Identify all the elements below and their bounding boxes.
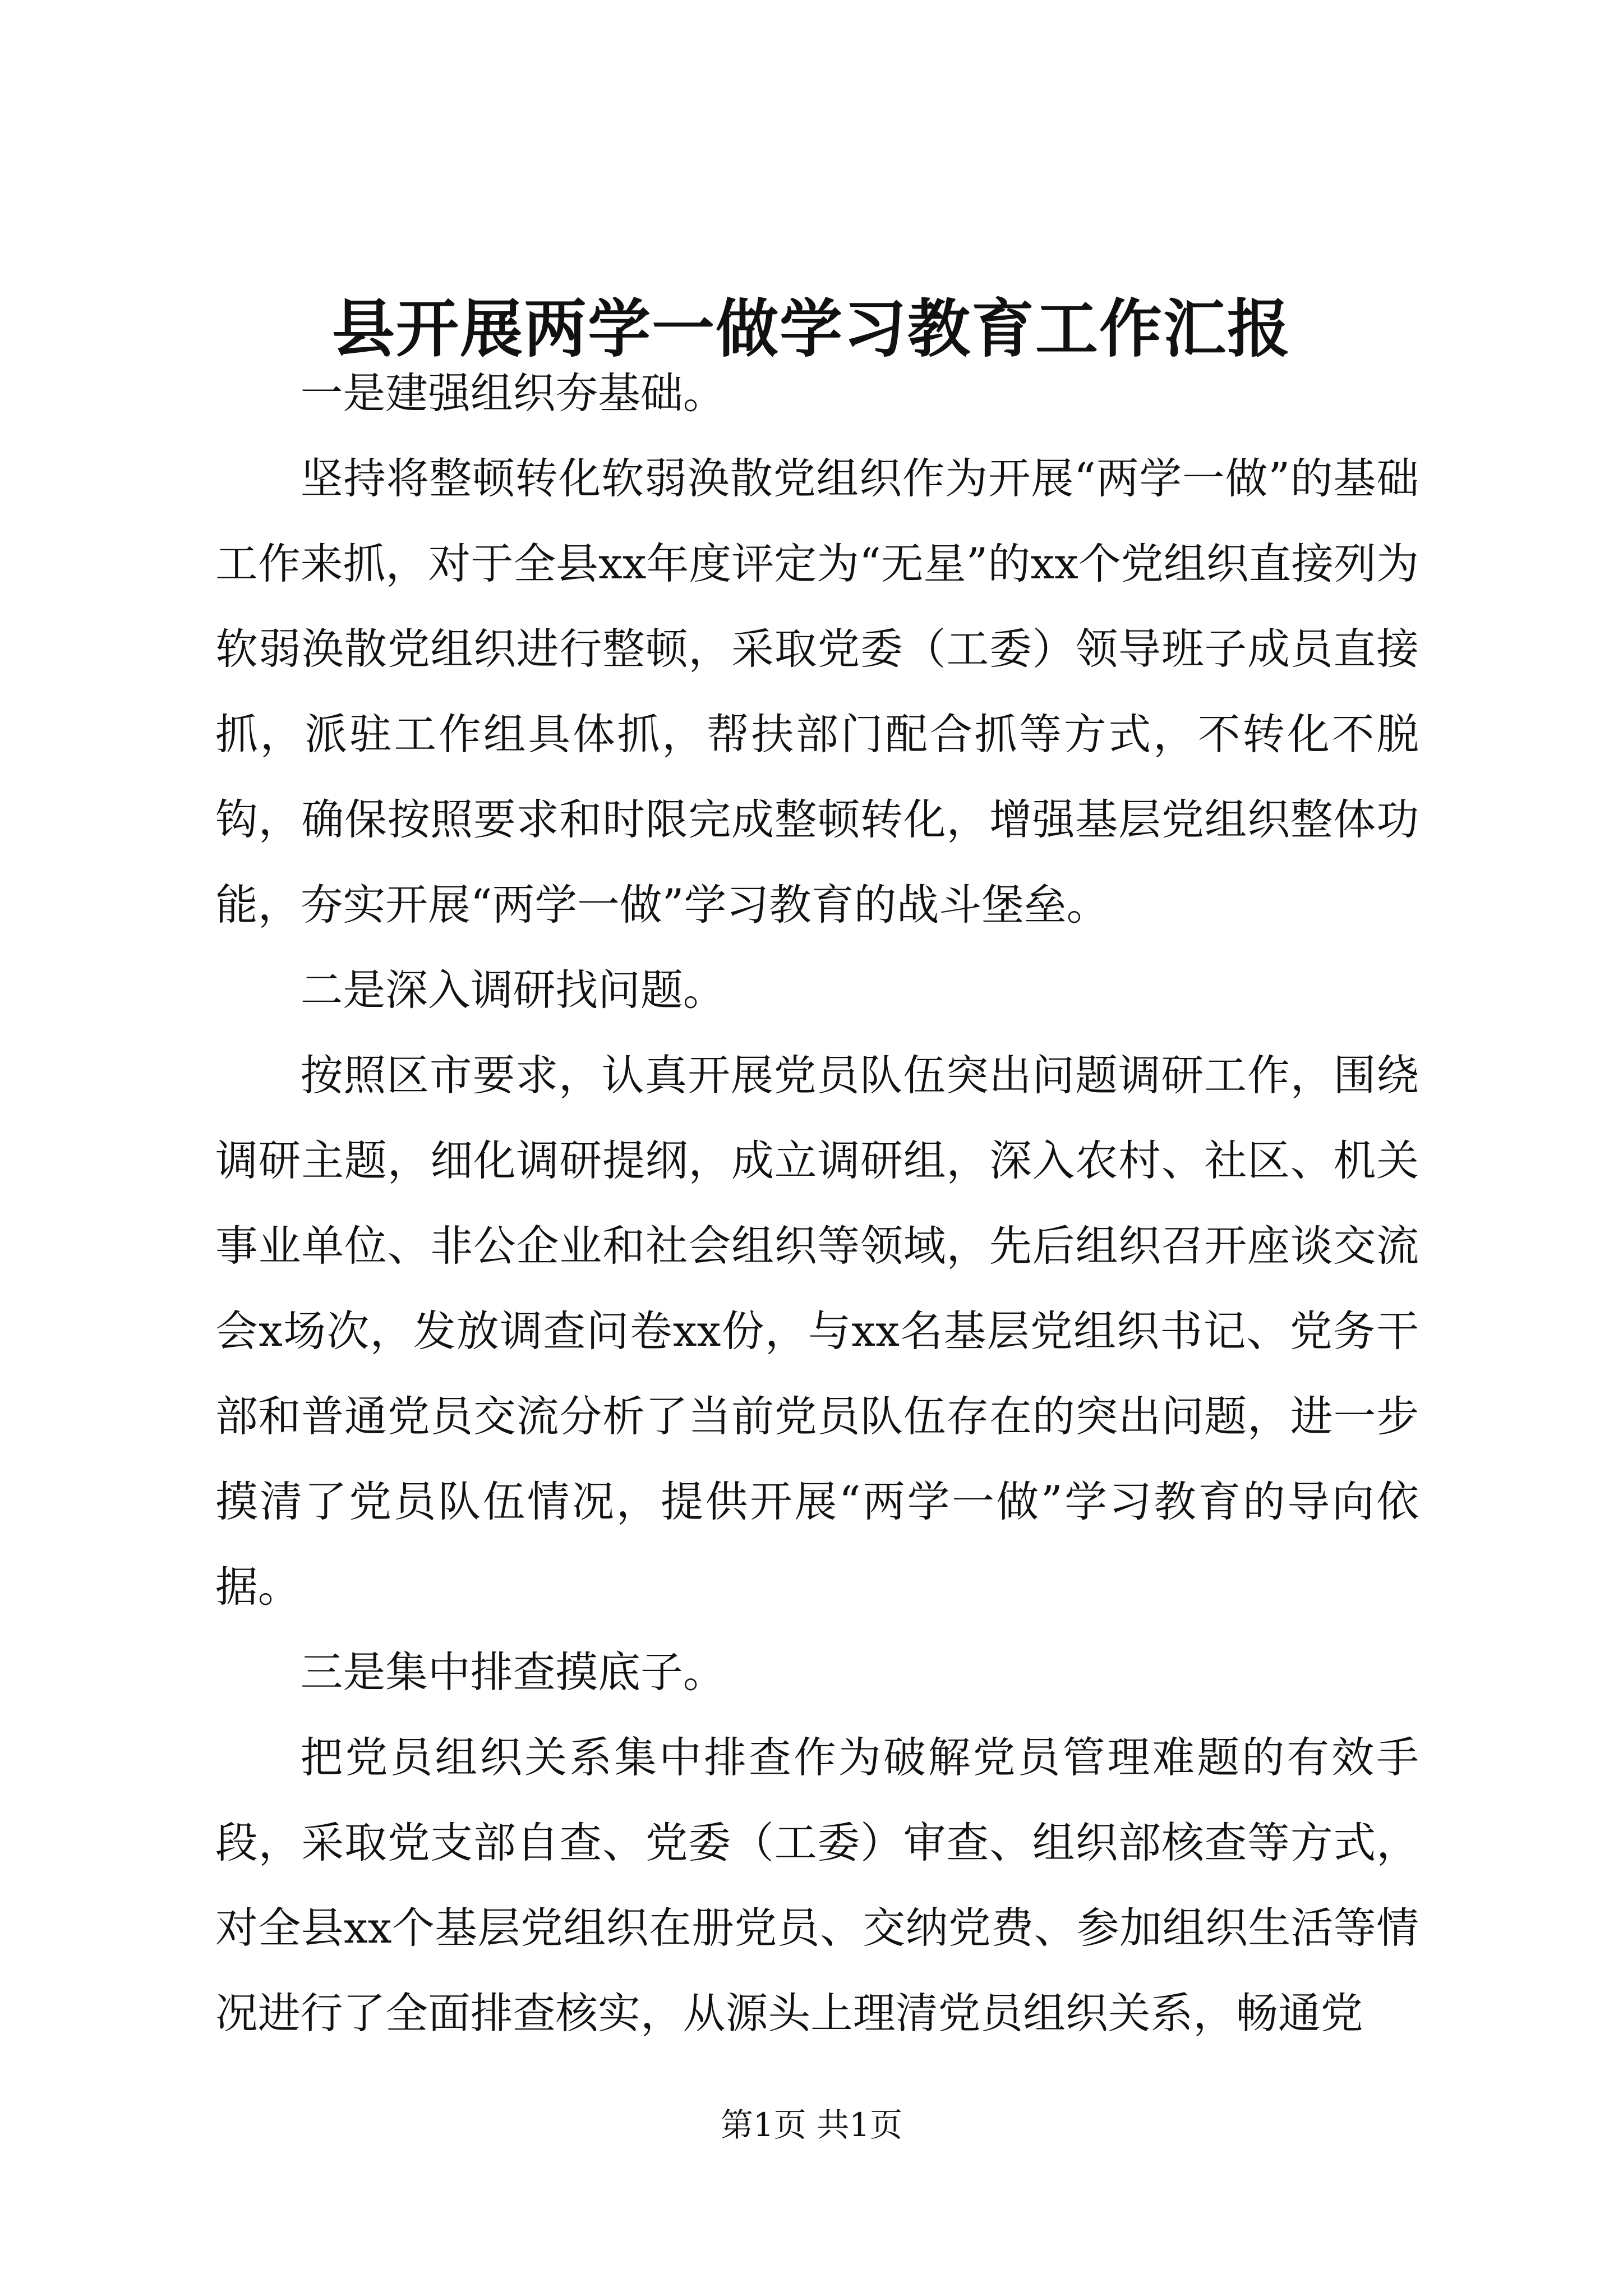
document-body bbox=[215, 351, 1419, 2056]
body-paragraph: 把党员组织关系集中排查作为破解党员管理难题的有效手段，采取党支部自查、党委（工委）审查、组织部核查等方式，对全县xx个基层党组织在册党员、交纳党费、参加组织生活等情况进行了全面排查核实，从源头上理清党员组织关系，畅通党 bbox=[215, 1733, 1419, 2038]
section-heading: 一是建强组织夯基础。 bbox=[300, 369, 726, 418]
document-title: 县开展两学一做学习教育工作汇报 bbox=[332, 292, 1291, 366]
body-paragraph: 坚持将整顿转化软弱涣散党组织作为开展“两学一做”的基础工作来抓，对于全县xx年度评定为“无星”的xx个党组织直接列为软弱涣散党组织进行整顿，采取党委（工委）领导班子成员直接抓，派驻工作组具体抓，帮扶部门配合抓等方式，不转化不脱钩，确保按照要求和时限完成整顿转化，增强基层党组织整体功能，夯实开展“两学一做”学习教育的战斗堡垒。 bbox=[215, 454, 1419, 930]
body-paragraph: 按照区市要求，认真开展党员队伍突出问题调研工作，围绕调研主题，细化调研提纲，成立调研组，深入农村、社区、机关事业单位、非公企业和社会组织等领域，先后组织召开座谈交流会x场次，发放调查问卷xx份，与xx名基层党组织书记、党务干部和普通党员交流分析了当前党员队伍存在的突出问题，进一步摸清了党员队伍情况，提供开展“两学一做”学习教育的导向依据。 bbox=[215, 1051, 1419, 1612]
page-footer: 第1页 共1页 bbox=[720, 2106, 903, 2144]
section-heading: 二是深入调研找问题。 bbox=[300, 965, 726, 1015]
section-heading: 三是集中排查摸底子。 bbox=[300, 1648, 726, 1697]
